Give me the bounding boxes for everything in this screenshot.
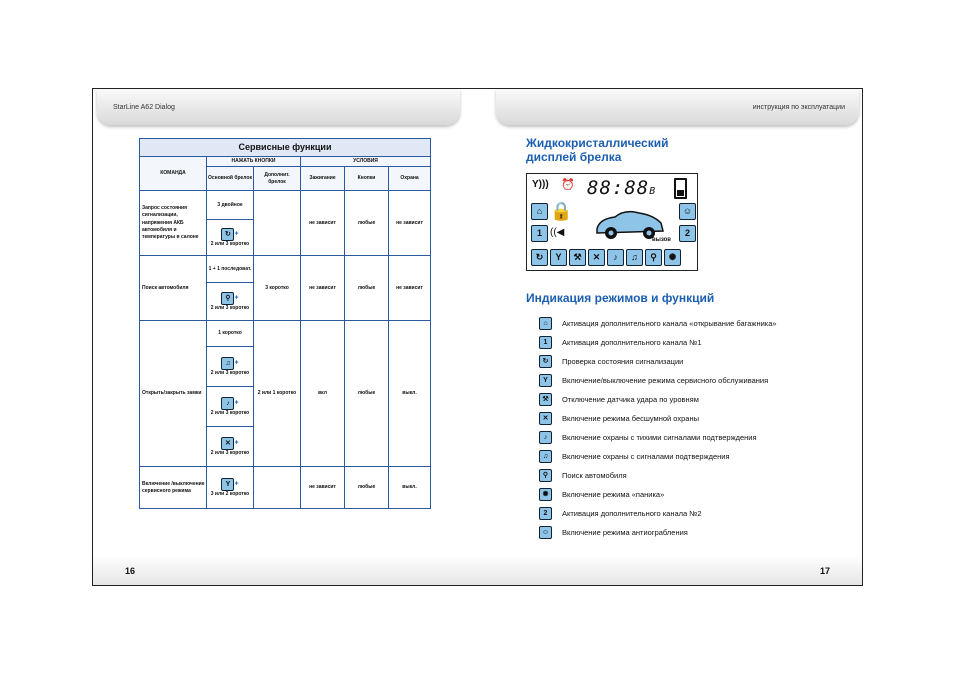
right-header — [496, 89, 859, 125]
main-press: 3 двойное — [207, 191, 254, 220]
lcd-bottom-icons — [531, 249, 681, 266]
press-count: 2 или 3 коротко — [210, 304, 250, 311]
service-icon: Y — [550, 249, 567, 266]
buttons-cond: любые — [345, 321, 389, 467]
panic-icon: ✺ — [539, 488, 552, 501]
col-command: КОМАНДА — [140, 157, 207, 191]
silent-guard-icon: ✕ — [221, 437, 234, 450]
signals-icon: ♫ — [539, 450, 552, 463]
indication-text: Активация дополнительного канала №1 — [562, 338, 702, 347]
row-command: Поиск автомобиля — [140, 256, 207, 321]
press-count: 3 или 2 коротко — [210, 490, 250, 497]
indication-item — [539, 504, 777, 523]
indication-item — [539, 314, 777, 333]
indication-item — [539, 333, 777, 352]
horn-icon: ((◀ — [550, 227, 565, 238]
status-check-icon: ↻ — [539, 355, 552, 368]
press-count: 2 или 3 коротко — [210, 369, 250, 376]
guard-cond: выкл. — [389, 467, 431, 509]
service-functions-table — [139, 138, 431, 509]
table-row — [140, 467, 431, 509]
quiet-signals-icon: ♪ — [221, 397, 234, 410]
indication-item — [539, 466, 777, 485]
left-page-number: 16 — [125, 566, 136, 576]
indication-text: Включение режима «паника» — [562, 490, 665, 499]
lock-icon: 🔒 — [550, 201, 573, 221]
indication-text: Активация дополнительного канала «открывание багажника» — [562, 319, 777, 328]
row-command: Открыть/закрыть замки — [140, 321, 207, 467]
alarm-clock-icon: ⏰ — [561, 179, 575, 191]
col-ignition: Зажигание — [301, 167, 345, 191]
col-press: НАЖАТЬ КНОПКИ — [207, 157, 301, 167]
indication-list — [539, 314, 777, 542]
right-header-text: инструкция по эксплуатации — [752, 104, 845, 111]
channel-1-icon: 1 — [531, 225, 548, 242]
main-press-combo: ⚲ + 2 или 3 коротко — [207, 283, 254, 321]
indication-item — [539, 352, 777, 371]
signal-icon: Y))) — [532, 179, 549, 190]
indication-text: Включение охраны с сигналами подтверждения — [562, 452, 730, 461]
guard-cond: не зависит — [389, 191, 431, 256]
lcd-unit: В — [649, 186, 657, 197]
ignition-cond: не зависит — [301, 191, 345, 256]
service-icon: Y — [221, 478, 234, 491]
indication-text: Проверка состояния сигнализации — [562, 357, 684, 366]
indication-item — [539, 523, 777, 542]
anti-hijack-icon: ☺ — [539, 526, 552, 539]
signals-icon: ♫ — [221, 357, 234, 370]
col-guard: Охрана — [389, 167, 431, 191]
col-buttons: Кнопки — [345, 167, 389, 191]
channel-1-icon: 1 — [539, 336, 552, 349]
row-command: Запрос состояния сигнализации, напряжения АКБ автомобиля и температуры в салоне — [140, 191, 207, 256]
panic-icon: ✺ — [664, 249, 681, 266]
col-main-fob: Основной брелок — [207, 167, 254, 191]
extra-press: 2 или 1 коротко — [254, 321, 301, 467]
guard-cond: выкл. — [389, 321, 431, 467]
indication-text: Активация дополнительного канала №2 — [562, 509, 702, 518]
col-extra-fob: Дополнит. брелок — [254, 167, 301, 191]
lcd-title-line1: Жидкокристаллический — [526, 136, 669, 150]
indication-text: Поиск автомобиля — [562, 471, 627, 480]
right-page-number: 17 — [819, 566, 830, 576]
main-press-combo: Y + 3 или 2 коротко — [207, 467, 254, 509]
row-command: Включение /выключение сервисного режима — [140, 467, 207, 509]
lcd-display-image — [526, 173, 698, 271]
guard-cond: не зависит — [389, 256, 431, 321]
extra-press — [254, 191, 301, 256]
indication-item — [539, 447, 777, 466]
page-footer — [93, 555, 862, 585]
shock-sensor-icon: ⚒ — [539, 393, 552, 406]
indication-text: Включение/выключение режима сервисного обслуживания — [562, 376, 769, 385]
car-icon — [593, 205, 665, 241]
quiet-signals-icon: ♪ — [539, 431, 552, 444]
table-row — [140, 256, 431, 283]
buttons-cond: любые — [345, 191, 389, 256]
table-title: Сервисные функции — [140, 139, 431, 157]
car-search-icon: ⚲ — [539, 469, 552, 482]
extra-press: 3 коротко — [254, 256, 301, 321]
main-press-combo: ✕ + 2 или 3 коротко — [207, 427, 254, 467]
indication-title: Индикация режимов и функций — [526, 291, 715, 305]
main-press: 1 + 1 последоват. — [207, 256, 254, 283]
indication-item — [539, 428, 777, 447]
lcd-title — [526, 136, 669, 164]
col-conditions: УСЛОВИЯ — [301, 157, 431, 167]
service-icon: Y — [539, 374, 552, 387]
table-row — [140, 321, 431, 347]
ignition-cond: не зависит — [301, 467, 345, 509]
anti-hijack-icon: ☺ — [679, 203, 696, 220]
channel-2-icon: 2 — [539, 507, 552, 520]
silent-guard-icon: ✕ — [588, 249, 605, 266]
trunk-icon: ⌂ — [539, 317, 552, 330]
lcd-digits — [587, 177, 656, 199]
main-press-combo: ♫ + 2 или 3 коротко — [207, 347, 254, 387]
ignition-cond: вкл — [301, 321, 345, 467]
manual-spread — [92, 88, 863, 586]
table-row — [140, 191, 431, 220]
press-count: 2 или 3 коротко — [210, 240, 250, 247]
call-label: вызов — [652, 237, 671, 243]
indication-item — [539, 409, 777, 428]
car-search-icon: ⚲ — [221, 292, 234, 305]
battery-icon — [674, 178, 687, 199]
extra-press — [254, 467, 301, 509]
indication-text: Включение охраны с тихими сигналами подтверждения — [562, 433, 757, 442]
quiet-signals-icon: ♪ — [607, 249, 624, 266]
ignition-cond: не зависит — [301, 256, 345, 321]
indication-item — [539, 371, 777, 390]
buttons-cond: любые — [345, 256, 389, 321]
shock-sensor-icon: ⚒ — [569, 249, 586, 266]
car-search-icon: ⚲ — [645, 249, 662, 266]
trunk-icon: ⌂ — [531, 203, 548, 220]
status-check-icon: ↻ — [221, 228, 234, 241]
lcd-title-line2: дисплей брелка — [526, 150, 622, 164]
press-count: 2 или 3 коротко — [210, 409, 250, 416]
indication-text: Включение режима антиограбления — [562, 528, 688, 537]
left-header-text: StarLine A62 Dialog — [113, 104, 175, 111]
indication-item — [539, 485, 777, 504]
signals-icon: ♫ — [626, 249, 643, 266]
status-check-icon: ↻ — [531, 249, 548, 266]
press-count: 2 или 3 коротко — [210, 449, 250, 456]
lcd-time: 88:88 — [587, 177, 650, 199]
buttons-cond: любые — [345, 467, 389, 509]
main-press-combo: ♪ + 2 или 3 коротко — [207, 387, 254, 427]
indication-item — [539, 390, 777, 409]
main-press: 1 коротко — [207, 321, 254, 347]
left-header — [97, 89, 460, 125]
indication-text: Включение режима бесшумной охраны — [562, 414, 700, 423]
channel-2-icon: 2 — [679, 225, 696, 242]
silent-guard-icon: ✕ — [539, 412, 552, 425]
main-press-combo: ↻ + 2 или 3 коротко — [207, 220, 254, 256]
indication-text: Отключение датчика удара по уровням — [562, 395, 699, 404]
